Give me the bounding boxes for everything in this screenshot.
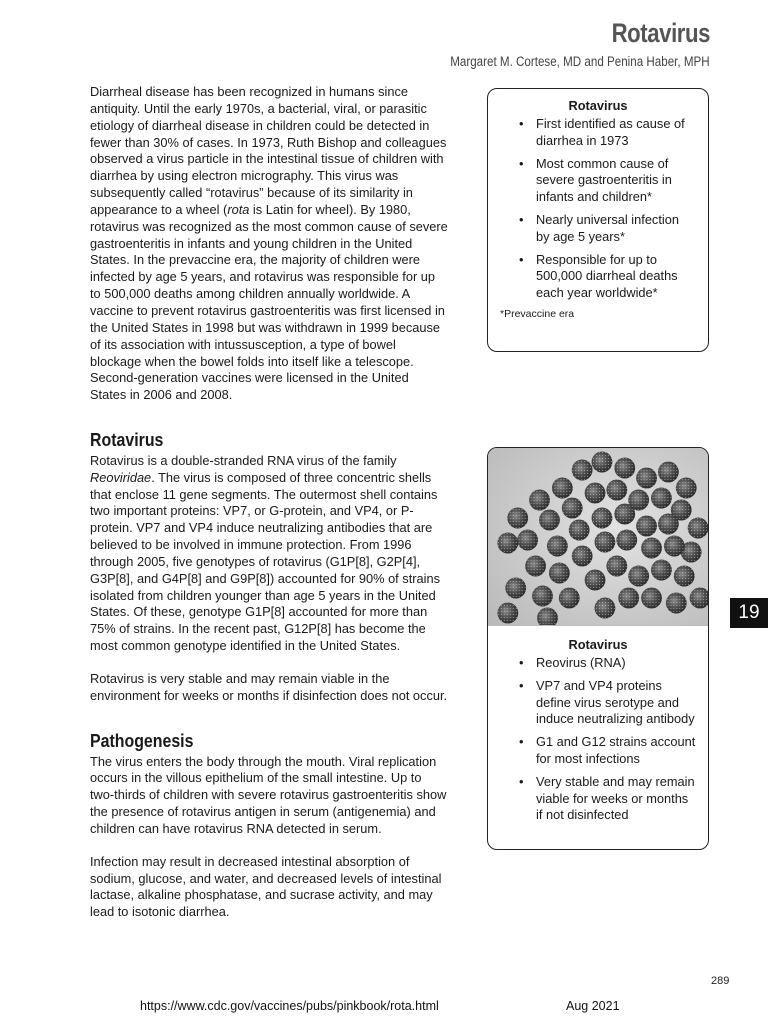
virus-particle-texture <box>606 556 627 577</box>
virus-particle-texture <box>618 588 639 609</box>
rotavirus-text-b: . The virus is composed of three concentric shells that enclose 11 gene segments. The outermost shell contains two important proteins: VP7, or G-protein, and VP4, or P-protein. VP7 and VP4 induce neutralizing antibodies that are believed to be involved in immune protection. From 1996 through 2005, five genotypes of rotavirus (G1P[8], G2P[4], G3P[8], and G4P[8] and G9P[8]) accounted for 90% of strains isolated from children younger than age 5 years in the United States. Of these, genotype G1P[8] accounted for more than 75% of strains. In the recent past, G12P[8] has become the most common genotype identified in the United States. <box>90 469 440 654</box>
virus-particle-texture <box>592 452 613 473</box>
virus-particle-texture <box>606 480 627 501</box>
pathogenesis-paragraph-2: Infection may result in decreased intestinal absorption of sodium, glucose, and water, and decreased levels of intestinal lactase, alkaline phosphatase, and sucrase activity, and may lead to isotonic diarrhea. <box>90 853 442 920</box>
virus-particle-texture <box>595 532 616 553</box>
list-item: • VP7 and VP4 proteins define virus serotype and induce neutralizing antibody <box>500 678 696 728</box>
pathogenesis-paragraph-1: The virus enters the body through the mouth. Viral replication occurs in the villous epithelium of the small intestine. Up to two-thirds of children with severe rotavirus gastroenteritis show the presence of rotavirus antigen in serum (antigenemia) and children can have rotavirus RNA detected in serum. <box>90 753 447 836</box>
virus-particle-texture <box>641 588 662 609</box>
summary-box-1-title: Rotavirus <box>568 98 628 113</box>
virus-particle-texture <box>674 566 695 587</box>
virus-particle-texture <box>497 533 518 554</box>
virus-particle-texture <box>658 514 679 535</box>
summary-box-2-list <box>500 655 696 824</box>
virus-particle-texture <box>688 518 708 539</box>
virus-particle-texture <box>585 570 606 591</box>
list-item: • Nearly universal infection by age 5 years* <box>500 212 696 246</box>
list-item: • Responsible for up to 500,000 diarrheal deaths each year worldwide* <box>500 252 696 302</box>
virus-particle-texture <box>636 516 657 537</box>
page-title: Rotavirus <box>611 18 710 48</box>
list-item: • G1 and G12 strains account for most infections <box>500 734 696 768</box>
virus-particle-texture <box>529 490 550 511</box>
virus-particle-texture <box>628 566 649 587</box>
rotavirus-text-a: Rotavirus is a double-stranded RNA virus of the family <box>90 452 397 468</box>
list-item: • Reovirus (RNA) <box>500 655 696 672</box>
intro-paragraph <box>90 84 448 404</box>
rotavirus-micrograph-image <box>488 448 708 626</box>
summary-box-1 <box>487 88 709 352</box>
virus-particle-texture <box>525 556 546 577</box>
virus-particle-texture <box>614 504 635 525</box>
virus-particle-texture <box>666 593 687 614</box>
section-heading-pathogenesis: Pathogenesis <box>90 729 194 751</box>
virus-particle-texture <box>547 536 568 557</box>
intro-text-a: Diarrheal disease has been recognized in humans since antiquity. Until the early 1970s, a bacterial, viral, or parasitic etiology of diarrheal disease in children could be detected in fewer than 30% of cases. In 1973, Ruth Bishop and colleagues observed a virus particle in the intestinal tissue of children with diarrhea by using electron micrography. This virus was subsequently called “rotavirus” because of its similarity in appearance to a wheel ( <box>90 84 447 217</box>
virus-particle-texture <box>636 468 657 489</box>
virus-particle-texture <box>585 483 606 504</box>
virus-particle-texture <box>616 530 637 551</box>
authors-line: Margaret M. Cortese, MD and Penina Haber, MPH <box>450 54 710 69</box>
virus-particle-texture <box>549 563 570 584</box>
virus-particle-texture <box>559 588 580 609</box>
virus-particle-texture <box>658 462 679 483</box>
footer-date: Aug 2021 <box>566 999 620 1013</box>
section-heading-rotavirus: Rotavirus <box>90 429 164 451</box>
main-column <box>90 84 448 921</box>
virus-particle-texture <box>505 578 526 599</box>
virus-particle-texture <box>676 478 697 499</box>
virus-particle-texture <box>539 510 560 531</box>
virus-particle-texture <box>651 488 672 509</box>
virus-particle-texture <box>552 478 573 499</box>
page-number: 289 <box>711 975 730 987</box>
prevaccine-footnote: *Prevaccine era <box>500 307 575 320</box>
virus-particle-texture <box>572 460 593 481</box>
virus-particle-texture <box>651 560 672 581</box>
list-item: • Very stable and may remain viable for weeks or months if not disinfected <box>500 774 696 824</box>
rotavirus-paragraph-1 <box>90 453 448 655</box>
list-item: • First identified as cause of diarrhea in 1973 <box>500 116 696 150</box>
virus-particle-texture <box>592 508 613 529</box>
summary-box-2-title: Rotavirus <box>568 637 628 652</box>
virus-particle-texture <box>507 508 528 529</box>
chapter-tab: 19 <box>730 598 768 628</box>
virus-particle-texture <box>497 603 518 624</box>
footer-url-link[interactable]: https://www.cdc.gov/vaccines/pubs/pinkbook/rota.html <box>140 999 439 1013</box>
virus-particle-texture <box>532 586 553 607</box>
virus-particle-texture <box>614 458 635 479</box>
virus-particle-texture <box>517 530 538 551</box>
rotavirus-italic-term: Reoviridae <box>90 469 152 485</box>
virus-particle-texture <box>569 520 590 541</box>
intro-italic-term: rota <box>227 201 250 217</box>
virus-particle-texture <box>641 538 662 559</box>
intro-text-b: is Latin for wheel). By 1980, rotavirus was recognized as the most common cause of severe gastroenteritis in infants and young children in the United States. In the prevaccine era, the majority of children were infected by age 5 years, and rotavirus was responsible for up to 500,000 deaths among children annually worldwide. A vaccine to prevent rotavirus gastroenteritis was first licensed in the United States in 1998 but was withdrawn in 1999 because of its association with intussusception, a type of bowel blockage when the bowel folds into itself like a telescope. Second-generation vaccines were licensed in the United States in 2006 and 2008. <box>90 201 448 403</box>
rotavirus-paragraph-2: Rotavirus is very stable and may remain viable in the environment for weeks or months if disinfection does not occur. <box>90 671 448 703</box>
summary-box-2 <box>487 447 709 850</box>
virus-particle-texture <box>595 598 616 619</box>
summary-box-1-list <box>500 116 696 302</box>
list-item: • Most common cause of severe gastroenteritis in infants and children* <box>500 156 696 206</box>
virus-particle-texture <box>664 536 685 557</box>
virus-particle-texture <box>562 498 583 519</box>
virus-particle-texture <box>572 546 593 567</box>
